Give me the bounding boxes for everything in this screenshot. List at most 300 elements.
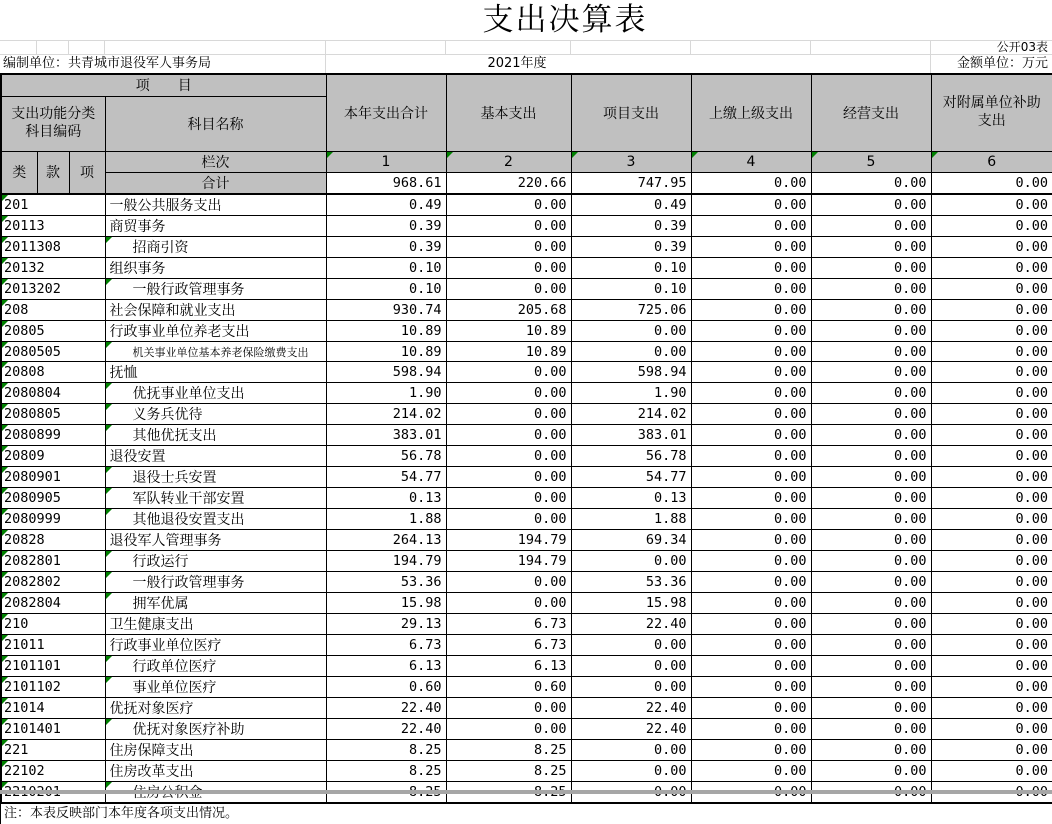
value-cell[interactable]: 0.00 (446, 194, 571, 216)
table-info-bar (0, 55, 1052, 73)
value-cell[interactable]: 22.40 (326, 698, 446, 719)
value-cell[interactable]: 214.02 (571, 404, 691, 425)
column-number-cell[interactable]: 2 (446, 151, 571, 172)
value-cell[interactable]: 0.00 (446, 698, 571, 719)
function-code-cell[interactable]: 2101401 (1, 719, 105, 740)
value-cell[interactable]: 0.00 (811, 572, 931, 593)
value-cell[interactable]: 0.00 (691, 383, 811, 404)
value-cell[interactable]: 0.39 (326, 216, 446, 237)
expenditure-table (0, 73, 1052, 804)
value-cell[interactable]: 0.00 (811, 216, 931, 237)
value-cell[interactable]: 0.00 (931, 279, 1052, 300)
value-cell[interactable]: 0.00 (811, 300, 931, 321)
value-cell[interactable]: 0.00 (811, 194, 931, 216)
subject-name-cell[interactable]: 拥军优属 (105, 593, 326, 614)
value-cell[interactable]: 0.00 (446, 216, 571, 237)
subject-name-cell[interactable]: 行政事业单位养老支出 (105, 321, 326, 342)
gridline (930, 41, 931, 54)
total-value-cell[interactable]: 0.00 (811, 172, 931, 194)
value-cell[interactable]: 194.79 (446, 530, 571, 551)
subject-name-cell[interactable]: 行政事业单位医疗 (105, 635, 326, 656)
total-value-cell[interactable]: 747.95 (571, 172, 691, 194)
subject-name-cell[interactable]: 退役安置 (105, 446, 326, 467)
value-cell[interactable]: 0.00 (446, 279, 571, 300)
value-cell[interactable]: 0.60 (326, 677, 446, 698)
value-cell[interactable]: 0.00 (691, 258, 811, 279)
value-cell[interactable]: 0.00 (691, 656, 811, 677)
value-cell[interactable]: 383.01 (326, 425, 446, 446)
value-cell[interactable]: 0.00 (691, 237, 811, 258)
value-cell[interactable]: 0.00 (931, 362, 1052, 383)
value-cell[interactable]: 0.49 (326, 194, 446, 216)
value-cell[interactable]: 0.00 (691, 698, 811, 719)
value-cell[interactable]: 10.89 (326, 342, 446, 362)
function-code-cell[interactable]: 2082801 (1, 551, 105, 572)
value-cell[interactable]: 0.10 (571, 279, 691, 300)
value-cell[interactable]: 0.00 (811, 362, 931, 383)
value-cell[interactable]: 0.00 (931, 593, 1052, 614)
value-cell[interactable]: 0.00 (931, 446, 1052, 467)
value-cell[interactable]: 0.00 (931, 342, 1052, 362)
value-cell[interactable]: 0.00 (811, 677, 931, 698)
subject-name-cell[interactable]: 一般行政管理事务 (105, 279, 326, 300)
function-code-cell[interactable]: 21011 (1, 635, 105, 656)
table-body (1, 194, 1052, 803)
function-code-cell[interactable]: 22102 (1, 761, 105, 782)
subject-name-cell[interactable]: 军队转业干部安置 (105, 488, 326, 509)
gridline (325, 41, 326, 54)
value-cell[interactable]: 8.25 (326, 740, 446, 761)
column-number-cell[interactable]: 1 (326, 151, 446, 172)
gridline (68, 41, 69, 54)
page-title: 支出决算表 (482, 2, 648, 38)
column-number-cell[interactable]: 3 (571, 151, 691, 172)
value-cell[interactable]: 0.00 (931, 614, 1052, 635)
value-cell[interactable]: 69.34 (571, 530, 691, 551)
table-row (1, 425, 1052, 446)
subject-name-cell[interactable]: 机关事业单位基本养老保险缴费支出 (105, 342, 326, 362)
value-cell[interactable]: 0.00 (691, 572, 811, 593)
value-cell[interactable]: 0.00 (691, 216, 811, 237)
total-value-cell[interactable]: 0.00 (931, 172, 1052, 194)
subject-name-cell[interactable]: 社会保障和就业支出 (105, 300, 326, 321)
value-cell[interactable]: 0.00 (691, 321, 811, 342)
value-cell[interactable]: 0.00 (811, 530, 931, 551)
table-row (1, 656, 1052, 677)
function-code-cell[interactable]: 201 (1, 194, 105, 216)
value-cell[interactable]: 0.00 (811, 279, 931, 300)
subject-name-cell[interactable]: 一般公共服务支出 (105, 194, 326, 216)
value-cell[interactable]: 0.49 (571, 194, 691, 216)
function-code-header-cell[interactable] (1, 96, 105, 151)
column-header-operating[interactable]: 经营支出 (811, 74, 931, 151)
value-cell[interactable]: 598.94 (326, 362, 446, 383)
value-cell[interactable]: 15.98 (571, 593, 691, 614)
value-cell[interactable]: 598.94 (571, 362, 691, 383)
table-row (1, 362, 1052, 383)
column-number-cell[interactable]: 5 (811, 151, 931, 172)
subject-name-cell[interactable]: 其他优抚支出 (105, 425, 326, 446)
value-cell[interactable]: 0.00 (811, 237, 931, 258)
value-cell[interactable]: 264.13 (326, 530, 446, 551)
value-cell[interactable]: 0.00 (691, 761, 811, 782)
value-cell[interactable]: 0.00 (931, 656, 1052, 677)
value-cell[interactable]: 10.89 (446, 321, 571, 342)
value-cell[interactable]: 8.25 (446, 740, 571, 761)
value-cell[interactable]: 22.40 (571, 614, 691, 635)
function-code-cell[interactable]: 208 (1, 300, 105, 321)
table-row (1, 488, 1052, 509)
class-header-cell[interactable]: 类 (1, 151, 37, 194)
value-cell[interactable]: 0.00 (691, 551, 811, 572)
function-code-cell[interactable]: 2101102 (1, 677, 105, 698)
value-cell[interactable]: 0.00 (446, 362, 571, 383)
value-cell[interactable]: 0.00 (931, 467, 1052, 488)
value-cell[interactable]: 0.00 (691, 467, 811, 488)
value-cell[interactable]: 0.00 (691, 279, 811, 300)
value-cell[interactable]: 0.13 (326, 488, 446, 509)
value-cell[interactable]: 53.36 (326, 572, 446, 593)
value-cell[interactable]: 0.00 (811, 467, 931, 488)
value-cell[interactable]: 54.77 (326, 467, 446, 488)
value-cell[interactable]: 1.90 (326, 383, 446, 404)
value-cell[interactable]: 1.90 (571, 383, 691, 404)
value-cell[interactable]: 6.73 (446, 635, 571, 656)
value-cell[interactable]: 0.00 (811, 614, 931, 635)
value-cell[interactable]: 0.00 (571, 635, 691, 656)
section-header-cell[interactable]: 款 (37, 151, 69, 194)
table-row (1, 446, 1052, 467)
gridline (810, 41, 811, 54)
value-cell[interactable]: 0.00 (571, 761, 691, 782)
value-cell[interactable]: 0.00 (811, 509, 931, 530)
table-row (1, 383, 1052, 404)
value-cell[interactable]: 725.06 (571, 300, 691, 321)
column-header-project[interactable]: 项目支出 (571, 74, 691, 151)
value-cell[interactable]: 10.89 (446, 342, 571, 362)
unit-label: 金额单位：万元 (956, 56, 1048, 71)
subject-name-cell[interactable]: 其他退役安置支出 (105, 509, 326, 530)
value-cell[interactable]: 53.36 (571, 572, 691, 593)
value-cell[interactable]: 0.00 (811, 383, 931, 404)
function-code-cell[interactable]: 20828 (1, 530, 105, 551)
value-cell[interactable]: 0.10 (326, 279, 446, 300)
value-cell[interactable]: 0.00 (446, 425, 571, 446)
value-cell[interactable]: 0.00 (691, 362, 811, 383)
total-value-cell[interactable]: 968.61 (326, 172, 446, 194)
value-cell[interactable]: 0.39 (571, 237, 691, 258)
value-cell[interactable]: 0.00 (931, 258, 1052, 279)
value-cell[interactable]: 56.78 (571, 446, 691, 467)
value-cell[interactable]: 0.00 (811, 719, 931, 740)
table-row (1, 467, 1052, 488)
subject-name-cell[interactable]: 优抚对象医疗补助 (105, 719, 326, 740)
value-cell[interactable]: 0.00 (931, 321, 1052, 342)
subject-name-cell[interactable]: 行政单位医疗 (105, 656, 326, 677)
table-row (1, 509, 1052, 530)
item-header-cell[interactable]: 项 (69, 151, 105, 194)
value-cell[interactable]: 0.00 (811, 698, 931, 719)
prepared-by-label: 编制单位：共青城市退役军人事务局 (3, 56, 212, 71)
value-cell[interactable]: 0.00 (446, 719, 571, 740)
value-cell[interactable]: 0.13 (571, 488, 691, 509)
table-row (1, 321, 1052, 342)
gridline (104, 41, 105, 54)
value-cell[interactable]: 0.00 (811, 404, 931, 425)
total-value-cell[interactable]: 220.66 (446, 172, 571, 194)
table-row (1, 216, 1052, 237)
table-row (1, 194, 1052, 216)
function-code-cell[interactable]: 210 (1, 614, 105, 635)
value-cell[interactable]: 0.00 (691, 300, 811, 321)
value-cell[interactable]: 10.89 (326, 321, 446, 342)
function-code-cell[interactable]: 2082802 (1, 572, 105, 593)
value-cell[interactable]: 0.00 (691, 740, 811, 761)
subject-name-header-cell[interactable]: 科目名称 (105, 96, 326, 151)
subject-name-cell[interactable]: 抚恤 (105, 362, 326, 383)
value-cell[interactable]: 6.13 (326, 656, 446, 677)
value-cell[interactable]: 0.00 (446, 383, 571, 404)
function-code-cell[interactable]: 21014 (1, 698, 105, 719)
value-cell[interactable]: 383.01 (571, 425, 691, 446)
gridline (445, 41, 446, 54)
value-cell[interactable]: 0.00 (811, 551, 931, 572)
value-cell[interactable]: 56.78 (326, 446, 446, 467)
value-cell[interactable]: 205.68 (446, 300, 571, 321)
value-cell[interactable]: 0.00 (691, 593, 811, 614)
value-cell[interactable]: 0.00 (691, 530, 811, 551)
column-header-upward-payment[interactable]: 上缴上级支出 (691, 74, 811, 151)
column-header-subsidy-affiliated[interactable] (931, 74, 1052, 151)
value-cell[interactable]: 0.00 (571, 677, 691, 698)
value-cell[interactable]: 0.00 (931, 719, 1052, 740)
value-cell[interactable]: 0.60 (446, 677, 571, 698)
subject-name-cell[interactable]: 行政运行 (105, 551, 326, 572)
column-header-label: 对附属单位补助支出 (942, 95, 1041, 129)
subject-name-cell[interactable]: 优抚对象医疗 (105, 698, 326, 719)
column-number-cell[interactable]: 6 (931, 151, 1052, 172)
value-cell[interactable]: 29.13 (326, 614, 446, 635)
value-cell[interactable]: 54.77 (571, 467, 691, 488)
value-cell[interactable]: 8.25 (326, 761, 446, 782)
value-cell[interactable]: 1.88 (326, 509, 446, 530)
function-code-cell[interactable]: 2013202 (1, 279, 105, 300)
value-cell[interactable]: 0.00 (811, 342, 931, 362)
gridline-row (0, 40, 1052, 55)
window-edge (0, 790, 1052, 794)
value-cell[interactable]: 6.13 (446, 656, 571, 677)
value-cell[interactable]: 22.40 (571, 719, 691, 740)
subject-name-cell[interactable]: 事业单位医疗 (105, 677, 326, 698)
value-cell[interactable]: 0.00 (811, 761, 931, 782)
value-cell[interactable]: 0.00 (931, 404, 1052, 425)
value-cell[interactable]: 0.00 (931, 300, 1052, 321)
value-cell[interactable]: 22.40 (326, 719, 446, 740)
subject-name-cell[interactable]: 退役军人管理事务 (105, 530, 326, 551)
subject-name-cell[interactable]: 住房保障支出 (105, 740, 326, 761)
value-cell[interactable]: 0.00 (446, 509, 571, 530)
function-code-cell[interactable]: 2080999 (1, 509, 105, 530)
function-code-cell[interactable]: 2080805 (1, 404, 105, 425)
value-cell[interactable]: 15.98 (326, 593, 446, 614)
value-cell[interactable]: 0.00 (931, 572, 1052, 593)
value-cell[interactable]: 6.73 (446, 614, 571, 635)
value-cell[interactable]: 0.00 (691, 404, 811, 425)
function-code-cell[interactable]: 20113 (1, 216, 105, 237)
value-cell[interactable]: 0.00 (691, 677, 811, 698)
value-cell[interactable]: 214.02 (326, 404, 446, 425)
total-row-label-cell[interactable]: 合计 (105, 172, 326, 194)
gridline (690, 41, 691, 54)
table-row (1, 761, 1052, 782)
value-cell[interactable]: 0.00 (931, 698, 1052, 719)
value-cell[interactable]: 194.79 (446, 551, 571, 572)
footnote: 注：本表反映部门本年度各项支出情况。 (0, 804, 1052, 824)
value-cell[interactable]: 6.73 (326, 635, 446, 656)
value-cell[interactable]: 0.00 (691, 614, 811, 635)
table-row (1, 258, 1052, 279)
rank-header-cell[interactable]: 栏次 (105, 151, 326, 172)
value-cell[interactable]: 0.00 (811, 593, 931, 614)
value-cell[interactable]: 0.00 (691, 509, 811, 530)
value-cell[interactable]: 0.00 (931, 383, 1052, 404)
value-cell[interactable]: 0.00 (691, 719, 811, 740)
function-code-cell[interactable]: 20132 (1, 258, 105, 279)
value-cell[interactable]: 0.00 (931, 677, 1052, 698)
value-cell[interactable]: 0.10 (571, 258, 691, 279)
function-code-cell[interactable]: 20805 (1, 321, 105, 342)
value-cell[interactable]: 0.00 (571, 321, 691, 342)
value-cell[interactable]: 0.00 (691, 446, 811, 467)
value-cell[interactable]: 0.00 (446, 237, 571, 258)
function-code-cell[interactable]: 2101101 (1, 656, 105, 677)
function-code-cell[interactable]: 221 (1, 740, 105, 761)
table-row (1, 677, 1052, 698)
value-cell[interactable]: 0.00 (571, 656, 691, 677)
value-cell[interactable]: 0.00 (931, 194, 1052, 216)
gridline (36, 41, 37, 54)
value-cell[interactable]: 0.00 (931, 488, 1052, 509)
value-cell[interactable]: 0.00 (691, 194, 811, 216)
value-cell[interactable]: 0.00 (446, 572, 571, 593)
subject-name-cell[interactable]: 卫生健康支出 (105, 614, 326, 635)
function-code-cell[interactable]: 2080804 (1, 383, 105, 404)
function-code-cell[interactable]: 20809 (1, 446, 105, 467)
value-cell[interactable]: 0.00 (811, 321, 931, 342)
value-cell[interactable]: 0.00 (571, 551, 691, 572)
table-row (1, 279, 1052, 300)
table-row (1, 530, 1052, 551)
function-code-cell[interactable]: 2080899 (1, 425, 105, 446)
value-cell[interactable]: 0.00 (931, 551, 1052, 572)
value-cell[interactable]: 8.25 (446, 761, 571, 782)
value-cell[interactable]: 0.00 (931, 509, 1052, 530)
function-code-cell[interactable]: 2080901 (1, 467, 105, 488)
value-cell[interactable]: 0.00 (691, 342, 811, 362)
function-code-cell[interactable]: 2082804 (1, 593, 105, 614)
value-cell[interactable]: 0.00 (811, 488, 931, 509)
value-cell[interactable]: 0.00 (691, 425, 811, 446)
subject-name-cell[interactable]: 退役士兵安置 (105, 467, 326, 488)
value-cell[interactable]: 0.00 (931, 740, 1052, 761)
column-header-basic[interactable]: 基本支出 (446, 74, 571, 151)
table-row (1, 237, 1052, 258)
value-cell[interactable]: 0.10 (326, 258, 446, 279)
value-cell[interactable]: 0.00 (811, 446, 931, 467)
function-code-cell[interactable]: 2080905 (1, 488, 105, 509)
subject-name-cell[interactable]: 一般行政管理事务 (105, 572, 326, 593)
value-cell[interactable]: 0.00 (811, 740, 931, 761)
table-row (1, 719, 1052, 740)
function-code-cell[interactable]: 20808 (1, 362, 105, 383)
value-cell[interactable]: 0.00 (811, 425, 931, 446)
value-cell[interactable]: 0.00 (931, 425, 1052, 446)
value-cell[interactable]: 22.40 (571, 698, 691, 719)
table-row (1, 698, 1052, 719)
subject-name-cell[interactable]: 招商引资 (105, 237, 326, 258)
value-cell[interactable]: 0.00 (446, 404, 571, 425)
value-cell[interactable]: 0.00 (931, 530, 1052, 551)
function-code-cell[interactable]: 2080505 (1, 342, 105, 362)
title-row (0, 0, 1052, 40)
value-cell[interactable]: 0.00 (446, 593, 571, 614)
function-code-cell[interactable]: 2011308 (1, 237, 105, 258)
value-cell[interactable]: 1.88 (571, 509, 691, 530)
value-cell[interactable]: 0.00 (691, 488, 811, 509)
period-label: 2021年度 (487, 56, 547, 71)
sheet-label: 公开03表 (996, 40, 1048, 54)
table-row (1, 342, 1052, 362)
value-cell[interactable]: 194.79 (326, 551, 446, 572)
table-row (1, 551, 1052, 572)
column-number-cell[interactable]: 4 (691, 151, 811, 172)
subject-name-cell[interactable]: 组织事务 (105, 258, 326, 279)
value-cell[interactable]: 0.00 (691, 635, 811, 656)
value-cell[interactable]: 0.39 (571, 216, 691, 237)
total-value-cell[interactable]: 0.00 (691, 172, 811, 194)
value-cell[interactable]: 0.00 (446, 258, 571, 279)
value-cell[interactable]: 0.00 (446, 446, 571, 467)
table-row (1, 572, 1052, 593)
subject-name-cell[interactable]: 义务兵优待 (105, 404, 326, 425)
column-header-total-this-year[interactable]: 本年支出合计 (326, 74, 446, 151)
value-cell[interactable]: 0.00 (931, 635, 1052, 656)
value-cell[interactable]: 0.00 (811, 656, 931, 677)
project-header-cell[interactable]: 项 目 (1, 74, 326, 96)
value-cell[interactable]: 930.74 (326, 300, 446, 321)
value-cell[interactable]: 0.00 (811, 258, 931, 279)
table-row (1, 614, 1052, 635)
value-cell[interactable]: 0.00 (931, 237, 1052, 258)
value-cell[interactable]: 0.00 (446, 488, 571, 509)
subject-name-cell[interactable]: 住房改革支出 (105, 761, 326, 782)
table-row (1, 300, 1052, 321)
function-code-header-label: 支出功能分类科目编码 (11, 106, 96, 140)
value-cell[interactable]: 0.00 (571, 740, 691, 761)
table-row (1, 593, 1052, 614)
value-cell[interactable]: 0.00 (931, 761, 1052, 782)
value-cell[interactable]: 0.00 (571, 342, 691, 362)
value-cell[interactable]: 0.00 (446, 467, 571, 488)
subject-name-cell[interactable]: 商贸事务 (105, 216, 326, 237)
table-row (1, 404, 1052, 425)
value-cell[interactable]: 0.39 (326, 237, 446, 258)
gridline (570, 41, 571, 54)
table-row (1, 740, 1052, 761)
value-cell[interactable]: 0.00 (811, 635, 931, 656)
subject-name-cell[interactable]: 优抚事业单位支出 (105, 383, 326, 404)
value-cell[interactable]: 0.00 (931, 216, 1052, 237)
